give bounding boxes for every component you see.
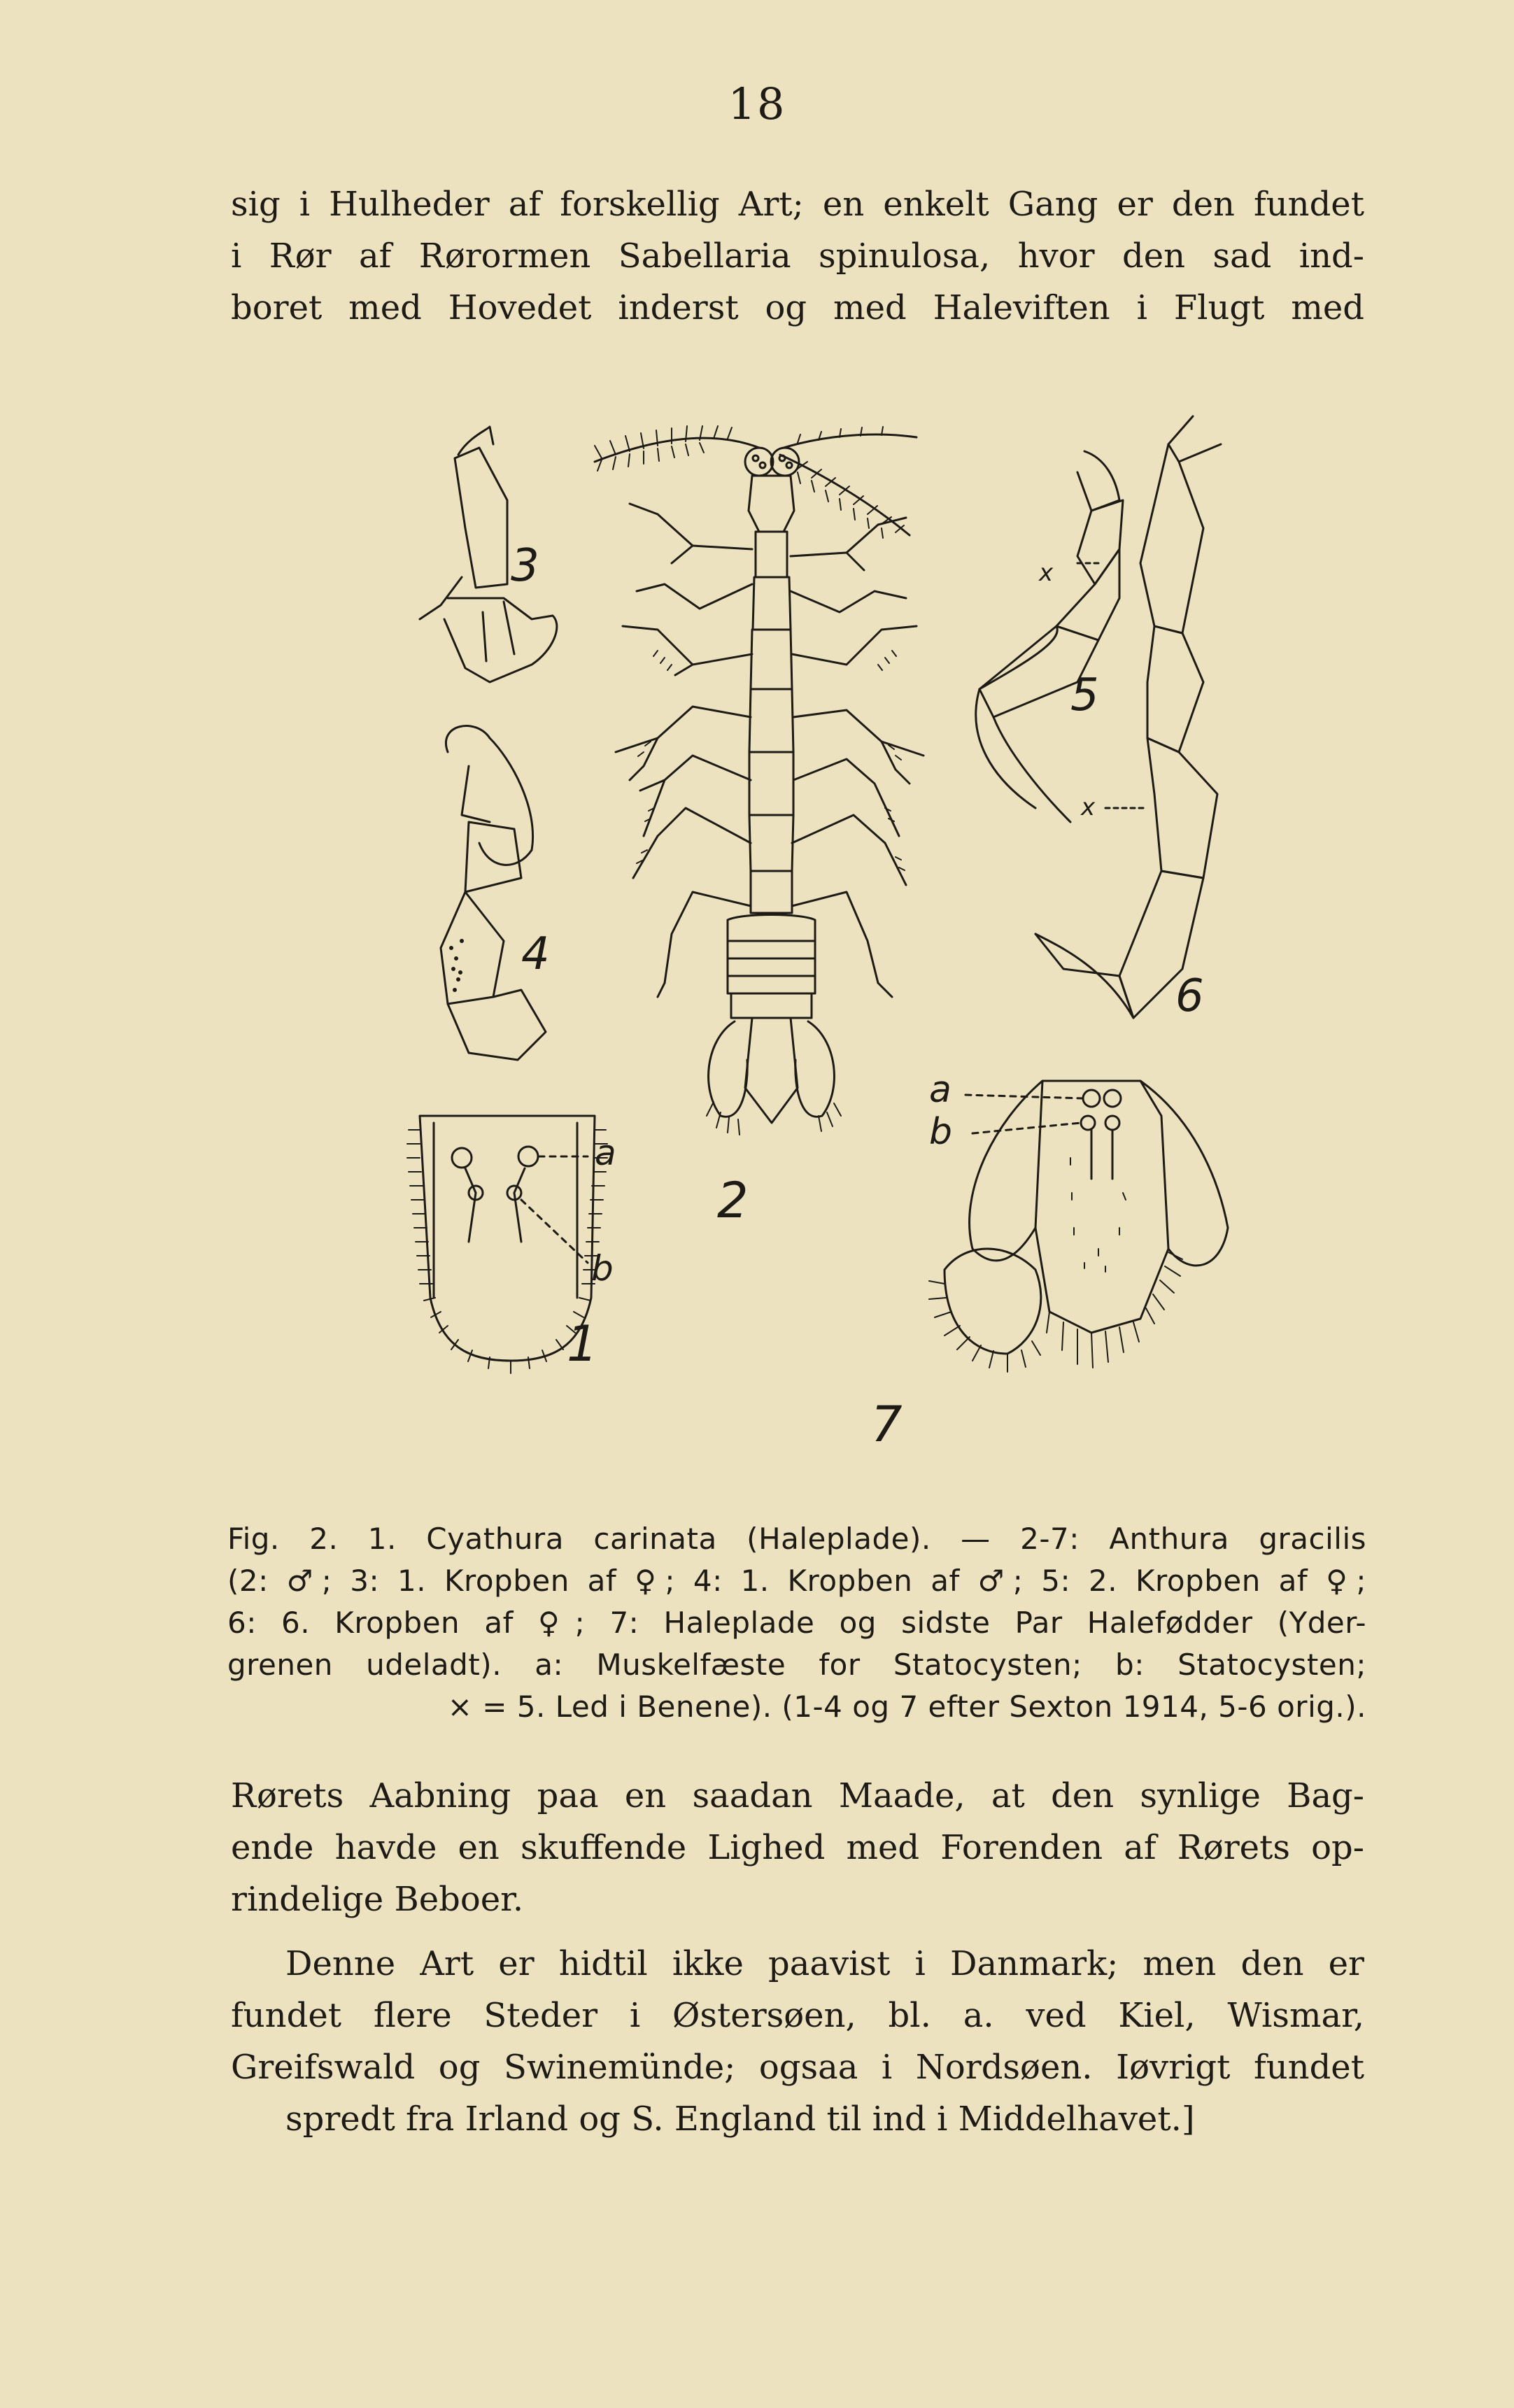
label-7-b: b <box>929 1111 953 1153</box>
figure-anthura-illustration <box>364 388 1259 1494</box>
paragraph-2 <box>231 1770 1364 1925</box>
label-4: 4 <box>521 928 550 980</box>
text-line: sig i Hulheder af forskellig Art; en enkelt Gang er den fundet <box>231 185 1364 224</box>
page-number: 18 <box>728 78 786 129</box>
text-line: Greifswald og Swinemünde; ogsaa i Nordsøen. Iøvrigt fundet <box>231 2048 1364 2087</box>
label-5-x: x <box>1039 559 1054 587</box>
caption-line: 6: 6. Kropben af ♀; 7: Haleplade og sidste Par Halefødder (Yder- <box>227 1606 1366 1640</box>
drawing-2-whole-animal <box>595 426 924 1229</box>
label-1-a: a <box>595 1133 616 1173</box>
label-5: 5 <box>1070 670 1099 721</box>
caption-line: × = 5. Led i Benene). (1-4 og 7 efter Sexton 1914, 5-6 orig.). <box>447 1690 1366 1724</box>
drawing-6-sixth-leg <box>1035 416 1221 1022</box>
label-2: 2 <box>717 1172 749 1229</box>
label-6-x: x <box>1081 793 1096 821</box>
drawing-1-tail-plate <box>407 1116 616 1373</box>
figure-caption <box>227 1518 1366 1728</box>
text-line: fundet flere Steder i Østersøen, bl. a. ved Kiel, Wismar, <box>231 1996 1364 2035</box>
paragraph-3 <box>231 1938 1364 2145</box>
text-line: spredt fra Irland og S. England til ind i Middelhavet.] <box>285 2099 1195 2139</box>
intro-paragraph <box>231 178 1364 334</box>
text-line: i Rør af Rørormen Sabellaria spinulosa, hvor den sad ind- <box>231 236 1364 276</box>
text-line: Rørets Aabning paa en saadan Maade, at den synlige Bag- <box>231 1776 1364 1815</box>
label-7-a: a <box>929 1069 951 1111</box>
label-1-b: b <box>591 1248 614 1289</box>
drawing-7-tail-plate <box>871 1069 1228 1453</box>
text-line: ende havde en skuffende Lighed med Forenden af Rørets op- <box>231 1828 1364 1867</box>
label-6: 6 <box>1175 970 1204 1022</box>
drawing-4-first-leg-male <box>441 726 550 1060</box>
drawing-5-second-leg <box>976 451 1123 822</box>
drawing-3-first-leg <box>420 427 557 682</box>
caption-line: Fig. 2. 1. Cyathura carinata (Haleplade). — 2-7: Anthura gracilis <box>227 1522 1366 1556</box>
text-line: Denne Art er hidtil ikke paavist i Danmark; men den er <box>285 1944 1364 1983</box>
text-line: rindelige Beboer. <box>231 1880 524 1919</box>
label-3: 3 <box>511 540 539 592</box>
caption-line: (2: ♂; 3: 1. Kropben af ♀; 4: 1. Kropben af ♂; 5: 2. Kropben af ♀; <box>227 1564 1366 1598</box>
label-1: 1 <box>567 1315 598 1373</box>
label-7: 7 <box>871 1396 903 1453</box>
text-line: boret med Hovedet inderst og med Haleviften i Flugt med <box>231 288 1364 327</box>
caption-line: grenen udeladt). a: Muskelfæste for Statocysten; b: Statocysten; <box>227 1648 1366 1682</box>
anatomical-drawing <box>364 388 1259 1494</box>
